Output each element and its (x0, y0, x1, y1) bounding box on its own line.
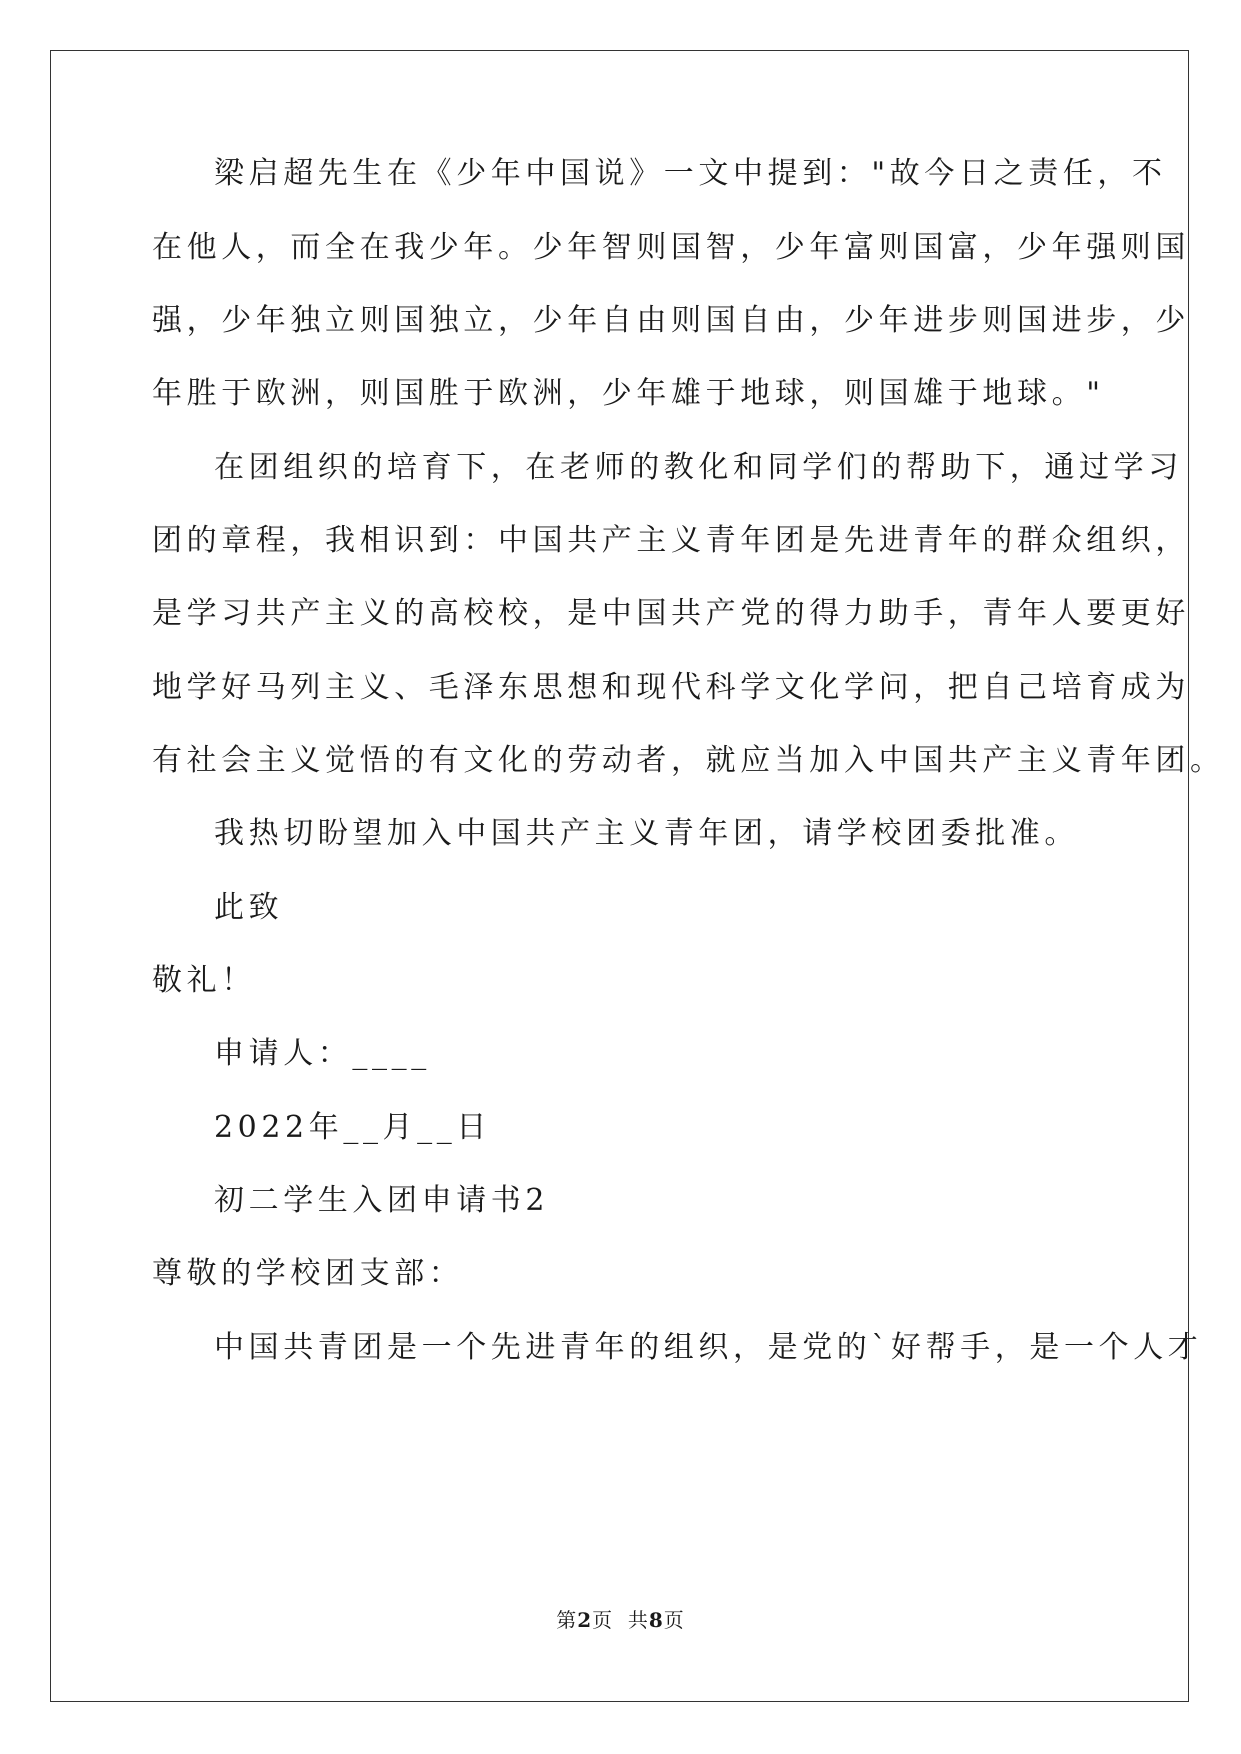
paragraph-line: 梁启超先生在《少年中国说》一文中提到："故今日之责任，不 (214, 156, 1167, 191)
paragraph-line: 是学习共产主义的高校校，是中国共产党的得力助手，青年人要更好 (152, 596, 1190, 631)
paragraph-line: 中国共青团是一个先进青年的组织，是党的`好帮手，是一个人才 (214, 1330, 1203, 1365)
current-page-number: 2 (577, 1608, 593, 1632)
paragraph-line: 地学好马列主义、毛泽东思想和现代科学文化学问，把自己培育成为 (152, 670, 1190, 705)
paragraph-line: 在他人，而全在我少年。少年智则国智，少年富则国富，少年强则国 (152, 230, 1190, 265)
page-footer (0, 1606, 1241, 1634)
applicant-line: 申请人：____ (214, 1036, 431, 1071)
page-label-suffix: 页 (663, 1608, 685, 1632)
date-line: 2022年__月__日 (214, 1110, 491, 1145)
paragraph-line: 有社会主义觉悟的有文化的劳动者，就应当加入中国共产主义青年团。 (152, 743, 1225, 778)
page-label-middle: 页 共 (592, 1608, 649, 1632)
page-label-prefix: 第 (556, 1608, 578, 1632)
section-title: 初二学生入团申请书2 (214, 1183, 550, 1218)
paragraph-line: 强，少年独立则国独立，少年自由则国自由，少年进步则国进步，少 (152, 303, 1190, 338)
paragraph-line: 在团组织的培育下，在老师的教化和同学们的帮助下，通过学习 (214, 450, 1183, 485)
page-border (50, 50, 1189, 1702)
paragraph-line: 我热切盼望加入中国共产主义青年团，请学校团委批准。 (214, 816, 1079, 851)
greeting-line: 尊敬的学校团支部： (152, 1256, 464, 1291)
paragraph-line: 年胜于欧洲，则国胜于欧洲，少年雄于地球，则国雄于地球。" (152, 376, 1105, 411)
salutation-line: 敬礼！ (152, 963, 256, 998)
closing-line: 此致 (214, 890, 284, 925)
total-page-number: 8 (648, 1608, 664, 1632)
paragraph-line: 团的章程，我相识到：中国共产主义青年团是先进青年的群众组织， (152, 523, 1190, 558)
